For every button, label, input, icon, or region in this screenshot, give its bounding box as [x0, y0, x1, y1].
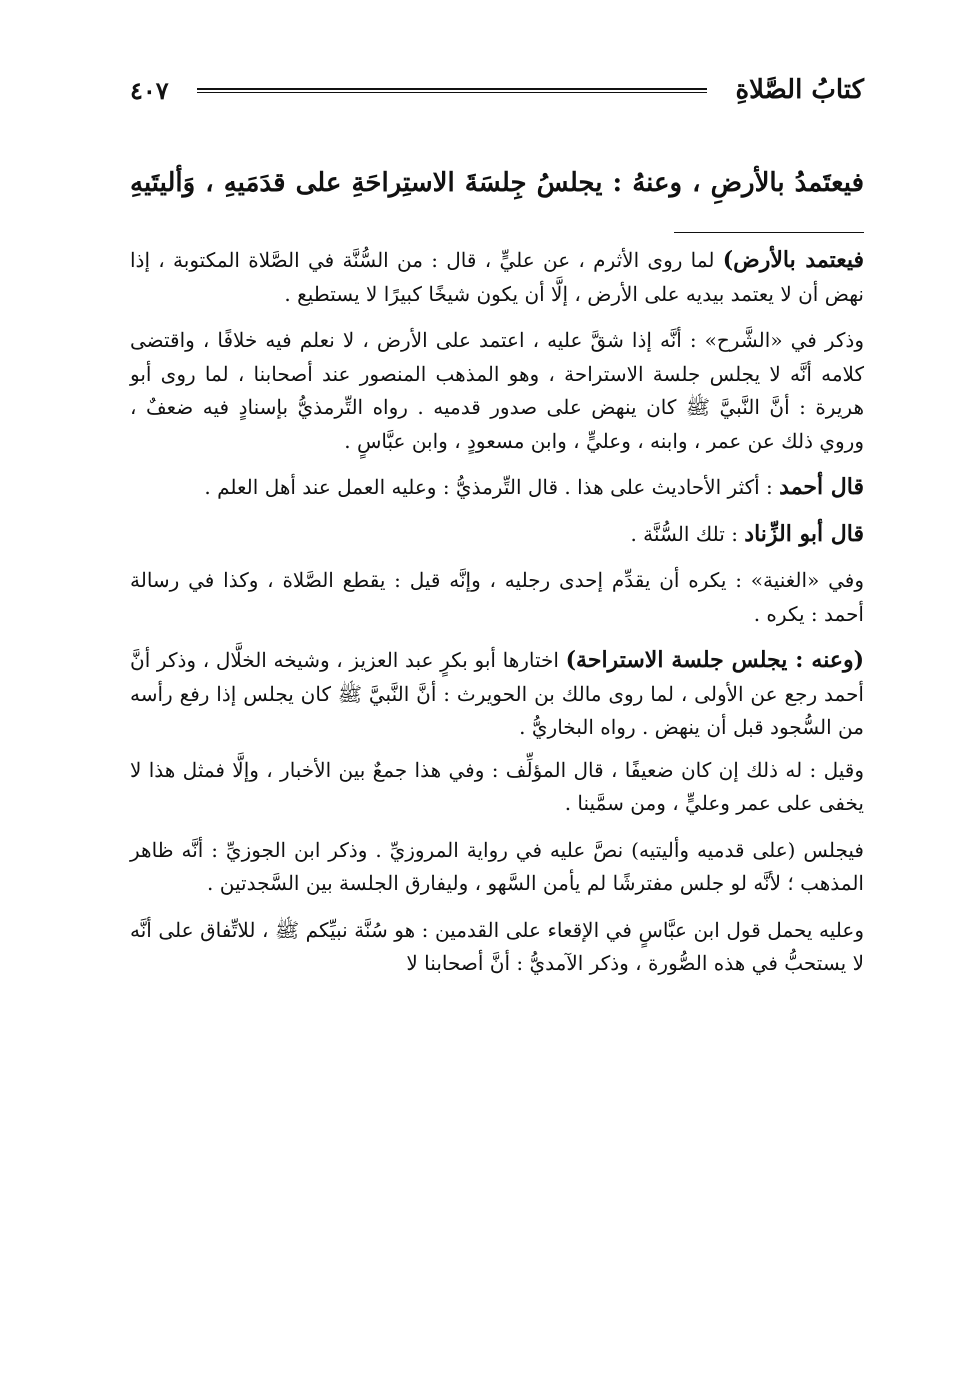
- paragraph-text: وذكر في «الشَّرح» : أنَّه إذا شقَّ عليه ، اعتمد على الأرض ، لا نعلم فيه خلافًا ، واقتضى كلامه أنَّه لا يجلس جلسة الاستراحة ، وهو المذهب المنصور عند أصحابنا ، لما روى أبو هريرة : أنَّ النَّبيَّ ﷺ كان ينهض على صدور قدميه . رواه التِّرمذيُّ بإسنادٍ فيه ضعفٌ ، وروي ذلك عن عمر ، وابنه ، وعليٍّ ، وابن مسعودٍ ، وابن عبَّاسٍ .: [130, 328, 864, 453]
- paragraph-text: لما روى الأثرم ، عن عليٍّ ، قال : من السُّنَّة في الصَّلاة المكتوبة ، إذا نهض أن لا يعتمد بيديه على الأرض ، إلَّا أن يكون شيخًا كبيرًا لا يستطيع .: [130, 248, 864, 306]
- matn-divider: [674, 232, 864, 233]
- commentary-paragraph: [130, 518, 864, 552]
- page-number: ٤٠٧: [130, 75, 169, 105]
- commentary-paragraph: [130, 754, 864, 821]
- commentary-paragraph: [130, 244, 864, 311]
- commentary-paragraph: [130, 834, 864, 901]
- paragraph-text: وفي «الغنية» : يكره أن يقدِّم إحدى رجليه ، وإنَّه قيل : يقطع الصَّلاة ، وكذا في رسالة أحمد : يكره .: [130, 568, 864, 626]
- paragraph-lead: فيعتمد بالأرض): [722, 247, 864, 273]
- paragraph-lead: قال أحمد: [779, 474, 864, 500]
- commentary: [130, 244, 864, 981]
- paragraph-text: وعليه يحمل قول ابن عبَّاسٍ في الإقعاء على القدمين : هو سُنَّة نبيِّكم ﷺ ، للاتِّفاق على أنَّه لا يستحبُّ في هذه الصُّورة ، وذكر الآمديُّ : أنَّ أصحابنا لا: [130, 917, 864, 975]
- commentary-paragraph: [130, 324, 864, 458]
- commentary-paragraph: [130, 564, 864, 631]
- book-title: كتابُ الصَّلاةِ: [735, 75, 864, 105]
- commentary-paragraph: [130, 914, 864, 981]
- paragraph-lead: (وعنه : يجلس جلسة الاستراحة): [565, 647, 864, 673]
- commentary-paragraph: [130, 471, 864, 505]
- paragraph-text: فيجلس (على قدميه وأليتيه) نصَّ عليه في رواية المروزيِّ . وذكر ابن الجوزيِّ : أنَّه ظاهر المذهب ؛ لأنَّه لو جلس مفترشًا لم يأمن السَّهو ، وليفارق الجلسة بين السَّجدتين .: [130, 837, 864, 895]
- matn-text: فيعتَمدُ بالأرضِ ، وعنهُ : يجلسُ جِلسَةَ الاستِراحَةِ على قدَمَيهِ ، وَأليتَيهِ: [130, 168, 864, 198]
- paragraph-text: وقيل : له ذلك إن كان ضعيفًا ، قال المؤلِّف : وفي هذا جمعٌ بين الأخبار ، وإلَّا فمثل هذا لا يخفى على عمر وعليٍّ ، ومن سمَّينا .: [130, 757, 864, 815]
- paragraph-text: : أكثر الأحاديث على هذا . قال التِّرمذيُّ : وعليه العمل عند أهل العلم .: [204, 475, 780, 499]
- commentary-paragraph: [130, 644, 864, 745]
- paragraph-text: : تلك السُّنَّة .: [630, 521, 745, 546]
- header-rule: [197, 88, 708, 93]
- running-header: [130, 70, 864, 110]
- paragraph-text: اختارها أبو بكرٍ عبد العزيز ، وشيخه الخلَّال ، وذكر أنَّ أحمد رجع عن الأولى ، لما روى مالك بن الحويرث : أنَّ النَّبيَّ ﷺ كان يجلس إذا رفع رأسه من السُّجود قبل أن ينهض . رواه البخاريُّ .: [130, 648, 864, 739]
- paragraph-lead: قال أبو الزِّناد: [744, 520, 864, 547]
